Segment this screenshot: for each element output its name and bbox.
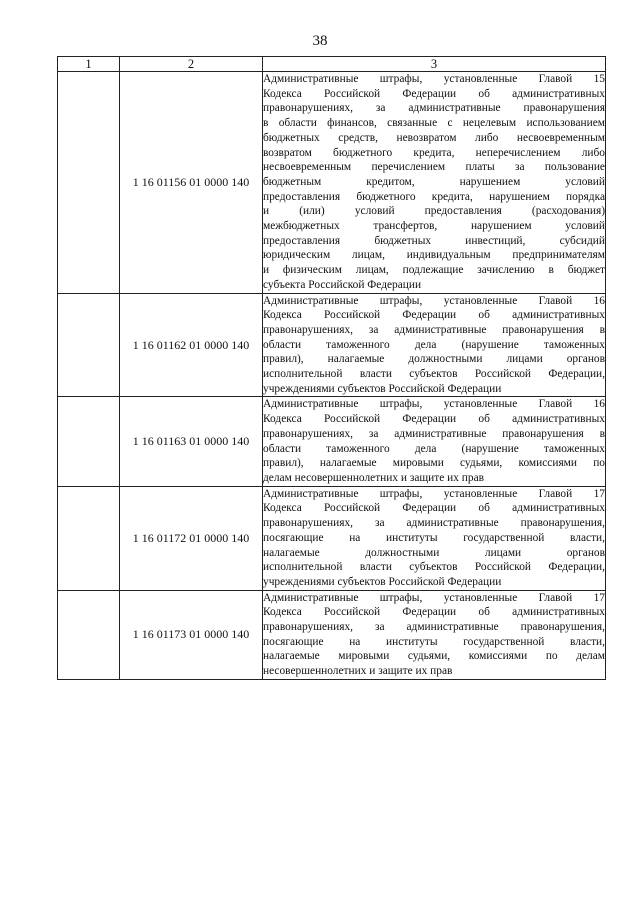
- description-line: правил), налагаемые мировыми судьями, комиссиями по: [263, 457, 605, 470]
- description-line: субъекта Российской Федерации: [263, 278, 422, 291]
- cell-code: 1 16 01172 01 0000 140: [120, 486, 263, 590]
- description-line: правонарушениях, за административные правонарушения,: [263, 517, 605, 530]
- table-body: [58, 72, 606, 680]
- description-line: исполнительной власти субъектов Российской Федерации,: [263, 561, 605, 574]
- cell-empty: [58, 72, 120, 294]
- description-line: посягающие на институты государственной власти,: [263, 635, 605, 648]
- budget-classification-table: [57, 56, 606, 680]
- table-row: [58, 293, 606, 397]
- description-line: Административные штрафы, установленные Главой 16: [263, 398, 605, 411]
- description-line: учреждениями субъектов Российской Федерации: [263, 382, 502, 395]
- description-line: и (или) условий предоставления (расходования): [263, 205, 605, 218]
- description-line: предоставления бюджетного кредита, нарушением порядка: [263, 190, 605, 203]
- description-line: Кодекса Российской Федерации об административных: [263, 502, 605, 515]
- table-header-row: [58, 57, 606, 72]
- description-line: Кодекса Российской Федерации об административных: [263, 87, 605, 100]
- description-line: в области финансов, связанные с нецелевым использованием: [263, 117, 605, 130]
- column-header-3: 3: [263, 57, 606, 72]
- description-line: правонарушениях, за административные правонарушения в: [263, 323, 605, 336]
- description-line: правонарушениях, за административные правонарушения в: [263, 427, 605, 440]
- cell-empty: [58, 293, 120, 397]
- description-line: налагаемые мировыми судьями, комиссиями по делам: [263, 650, 605, 663]
- description-line: Кодекса Российской Федерации об административных: [263, 606, 605, 619]
- description-line: правонарушениях, за административные правонарушения: [263, 102, 605, 115]
- description-line: правил), налагаемые должностными лицами органов: [263, 353, 605, 366]
- page-number: 38: [312, 33, 328, 49]
- description-line: посягающие на институты государственной власти,: [263, 531, 605, 544]
- cell-empty: [58, 397, 120, 486]
- description-line: бюджетным кредитом, нарушением условий: [263, 175, 605, 188]
- table-row: [58, 486, 606, 590]
- description-line: Кодекса Российской Федерации об административных: [263, 309, 605, 322]
- description-line: исполнительной власти субъектов Российской Федерации,: [263, 368, 605, 381]
- description-line: правонарушениях, за административные правонарушения,: [263, 621, 605, 634]
- table-row: [58, 397, 606, 486]
- cell-description: [263, 72, 606, 294]
- description-line: возвратом бюджетного кредита, неперечислением либо: [263, 146, 605, 159]
- cell-description: [263, 293, 606, 397]
- description-line: Кодекса Российской Федерации об административных: [263, 413, 605, 426]
- cell-description: [263, 590, 606, 679]
- cell-code: 1 16 01163 01 0000 140: [120, 397, 263, 486]
- description-line: юридическим лицам, индивидуальным предпринимателям: [263, 249, 605, 262]
- description-line: налагаемые должностными лицами органов: [263, 546, 605, 559]
- description-line: и физическим лицам, подлежащие зачислению в бюджет: [263, 264, 605, 277]
- cell-code: 1 16 01173 01 0000 140: [120, 590, 263, 679]
- description-line: несовершеннолетних и защите их прав: [263, 665, 453, 678]
- description-line: предоставления бюджетных инвестиций, субсидий: [263, 234, 605, 247]
- description-line: бюджетных средств, невозвратом либо несвоевременным: [263, 131, 605, 144]
- description-line: Административные штрафы, установленные Главой 17: [263, 591, 605, 604]
- cell-empty: [58, 486, 120, 590]
- table-row: [58, 72, 606, 294]
- cell-empty: [58, 590, 120, 679]
- description-line: области таможенного дела (нарушение таможенных: [263, 442, 605, 455]
- description-line: Административные штрафы, установленные Главой 15: [263, 73, 605, 85]
- description-line: межбюджетных трансфертов, нарушением условий: [263, 220, 605, 233]
- description-line: Административные штрафы, установленные Главой 17: [263, 487, 605, 500]
- column-header-2: 2: [120, 57, 263, 72]
- table-row: [58, 590, 606, 679]
- description-line: области таможенного дела (нарушение таможенных: [263, 338, 605, 351]
- description-line: Административные штрафы, установленные Главой 16: [263, 294, 605, 307]
- column-header-1: 1: [58, 57, 120, 72]
- description-line: учреждениями субъектов Российской Федерации: [263, 575, 502, 588]
- description-line: делам несовершеннолетних и защите их прав: [263, 471, 485, 484]
- cell-code: 1 16 01156 01 0000 140: [120, 72, 263, 294]
- description-line: несвоевременным перечислением платы за пользование: [263, 161, 605, 174]
- cell-code: 1 16 01162 01 0000 140: [120, 293, 263, 397]
- cell-description: [263, 397, 606, 486]
- cell-description: [263, 486, 606, 590]
